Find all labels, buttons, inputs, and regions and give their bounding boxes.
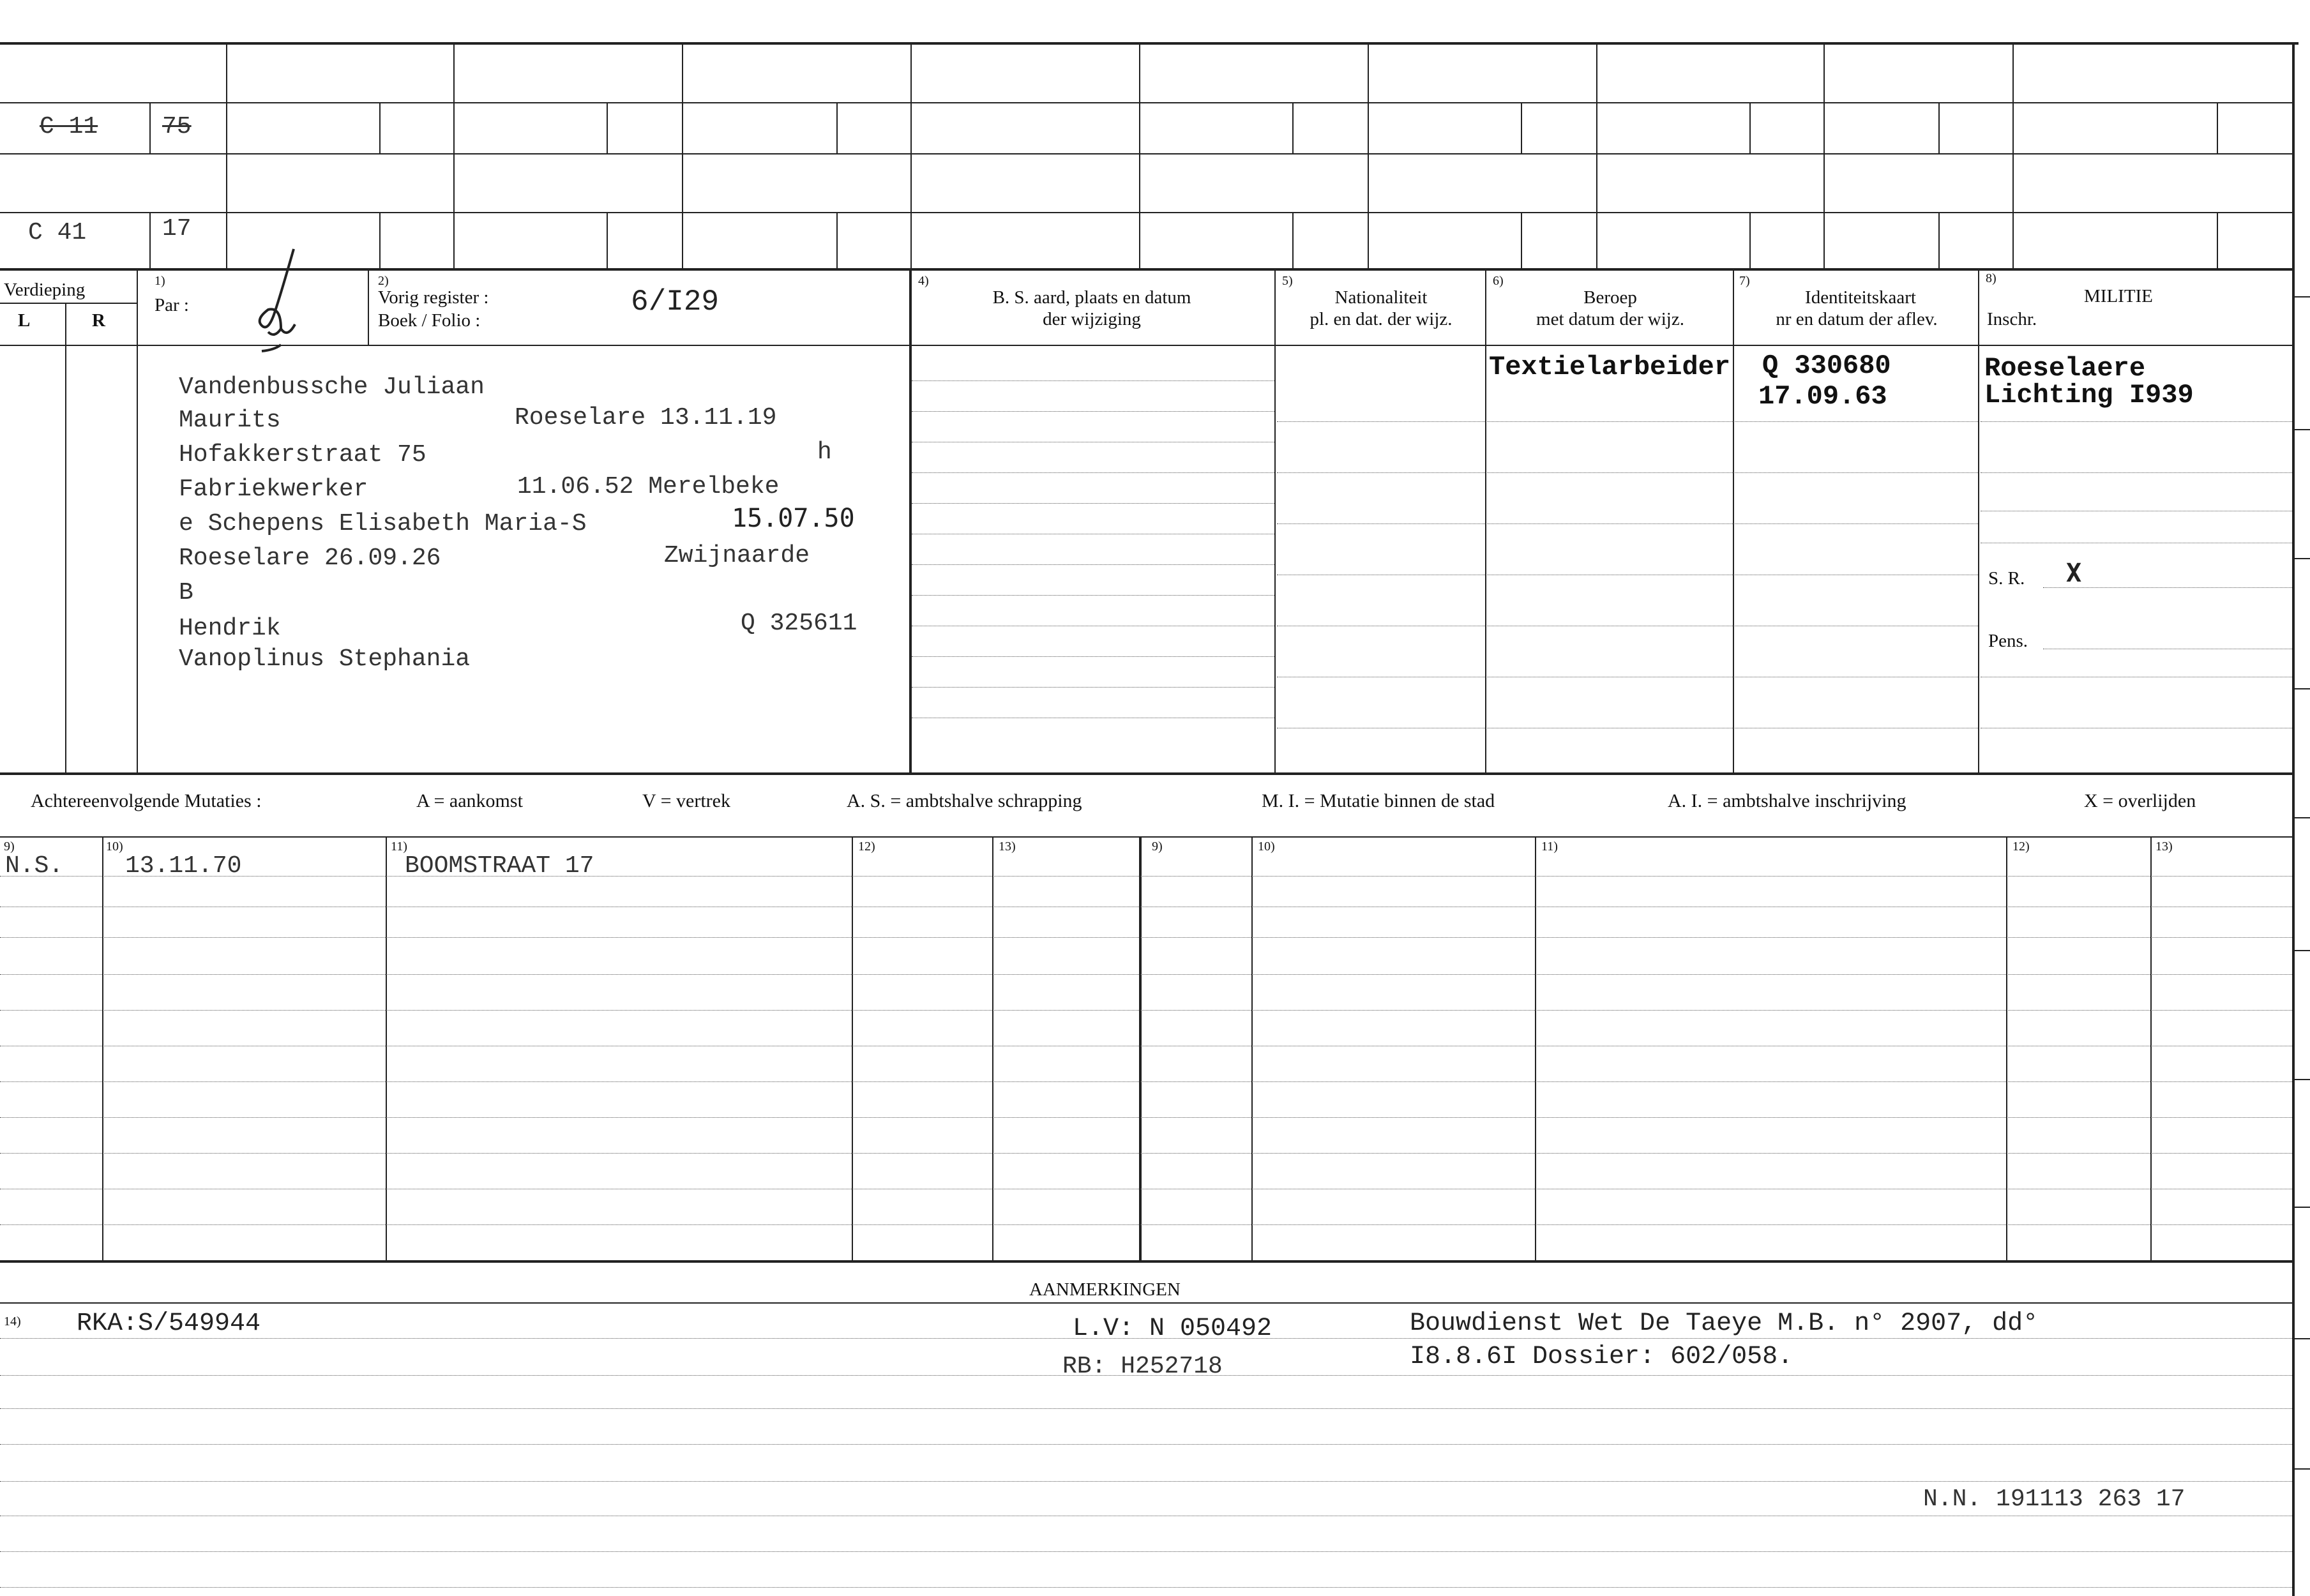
- l-label: L: [18, 310, 31, 331]
- bouwdienst-line2: I8.8.6I Dossier: 602/058.: [1410, 1343, 1793, 1371]
- grid-line: [368, 268, 369, 345]
- person-firstname: Maurits: [179, 407, 281, 434]
- militie-lichting: Lichting I939: [1984, 380, 2194, 410]
- person-job: Fabriekwerker: [179, 476, 368, 503]
- spouse-birth: Roeselare 26.09.26: [179, 545, 441, 572]
- grid-line: [0, 1375, 2292, 1376]
- grid-line: [1277, 472, 1978, 473]
- grid-line: [2150, 836, 2152, 1260]
- grid-line: [1938, 102, 1940, 153]
- legend-ai: A. I. = ambtshalve inschrijving: [1668, 790, 1906, 811]
- legend-mi: M. I. = Mutatie binnen de stad: [1262, 790, 1495, 811]
- h8-num: 8): [1986, 271, 1997, 285]
- grid-line: [137, 268, 138, 772]
- grid-line: [852, 836, 853, 1260]
- hendrik: Hendrik: [179, 615, 281, 642]
- grid-line: [0, 937, 2292, 938]
- id-date: 17.09.63: [1758, 381, 1887, 412]
- h4-num: 4): [918, 274, 929, 288]
- grid-line: [607, 212, 608, 269]
- old-code: C 11: [40, 113, 98, 140]
- grid-line: [1292, 102, 1294, 153]
- grid-line: [1277, 523, 1978, 524]
- grid-line: [0, 1117, 2292, 1118]
- card-number: Q 325611: [741, 610, 857, 637]
- margin-tick: [2293, 296, 2310, 297]
- mut-h13-a: 13): [999, 839, 1016, 854]
- grid-line: [836, 102, 838, 153]
- grid-line: [912, 472, 1274, 473]
- mut-h11-b: 11): [1541, 839, 1558, 854]
- h6-num: 6): [1493, 274, 1504, 288]
- grid-line: [910, 42, 912, 269]
- grid-line: [0, 303, 137, 304]
- h4-line2: der wijziging: [1043, 309, 1141, 329]
- person-marriage: 11.06.52 Merelbeke: [517, 473, 780, 501]
- grid-line: [1823, 42, 1825, 269]
- top-border: [0, 42, 2299, 45]
- number: 17: [162, 215, 192, 243]
- margin-tick: [2293, 1207, 2310, 1208]
- mut-h10-a: 10): [106, 839, 123, 854]
- grid-line: [1981, 472, 2292, 473]
- grid-line: [0, 1224, 2292, 1225]
- legend-x: X = overlijden: [2084, 790, 2196, 811]
- grid-line: [836, 212, 838, 269]
- verdieping-label: Verdieping: [4, 280, 86, 300]
- r-label: R: [92, 310, 105, 331]
- grid-line: [1274, 268, 1276, 772]
- h5-line2: pl. en dat. der wijz.: [1310, 309, 1453, 329]
- h5-num: 5): [1282, 274, 1293, 288]
- grid-line: [0, 212, 2292, 213]
- mutation-date: 13.11.70: [125, 852, 242, 880]
- grid-line: [0, 1481, 2292, 1482]
- grid-line: [65, 303, 66, 772]
- grid-line: [0, 153, 2292, 154]
- grid-line: [992, 836, 993, 1260]
- grid-line: [149, 102, 151, 153]
- id-number: Q 330680: [1762, 350, 1891, 381]
- grid-line: [1277, 421, 1978, 422]
- inschr-label: Inschr.: [1987, 309, 2037, 329]
- grid-line: [1139, 836, 1142, 1260]
- person-address: Hofakkerstraat 75: [179, 441, 427, 469]
- h5-line1: Nationaliteit: [1334, 287, 1428, 308]
- grid-line: [2012, 42, 2014, 269]
- right-border: [2292, 42, 2295, 1596]
- legend-as: A. S. = ambtshalve schrapping: [847, 790, 1082, 811]
- grid-line: [0, 1302, 2292, 1304]
- margin-tick: [2293, 817, 2310, 818]
- grid-line: [2217, 212, 2218, 269]
- margin-tick: [2293, 1338, 2310, 1339]
- aanmerkingen-title: AANMERKINGEN: [1029, 1279, 1181, 1300]
- grid-line: [149, 212, 151, 269]
- mut-h12-a: 12): [858, 839, 875, 854]
- grid-line: [379, 102, 381, 153]
- person-name: Vandenbussche Juliaan: [179, 373, 485, 401]
- sr-value: X: [2066, 559, 2082, 588]
- signature-mark: [243, 243, 313, 370]
- grid-line: [0, 772, 2292, 775]
- grid-line: [102, 836, 103, 1260]
- grid-line: [0, 345, 2292, 346]
- lv-value: L.V: N 050492: [1073, 1314, 1272, 1343]
- grid-line: [2217, 102, 2218, 153]
- margin-tick: [2293, 950, 2310, 951]
- legend-title: Achtereenvolgende Mutaties :: [31, 790, 262, 811]
- mut-h13-b: 13): [2155, 839, 2173, 854]
- h2-num: 2): [378, 274, 389, 288]
- grid-line: [912, 656, 1274, 657]
- grid-line: [1485, 268, 1486, 772]
- h7-line1: Identiteitskaart: [1805, 287, 1916, 308]
- grid-line: [0, 1444, 2292, 1445]
- spouse-name: e Schepens Elisabeth Maria-S: [179, 510, 587, 538]
- grid-line: [1938, 212, 1940, 269]
- boek-folio-label: Boek / Folio :: [378, 310, 481, 331]
- grid-line: [0, 268, 2292, 271]
- grid-line: [0, 836, 2292, 838]
- bouwdienst-line1: Bouwdienst Wet De Taeye M.B. n° 2907, dd°: [1410, 1309, 2039, 1338]
- grid-line: [0, 1081, 2292, 1082]
- grid-line: [379, 212, 381, 269]
- grid-line: [1981, 421, 2292, 422]
- sr-label: S. R.: [1988, 568, 2025, 589]
- code: C 41: [28, 219, 87, 246]
- grid-line: [912, 411, 1274, 412]
- vorig-register-label: Vorig register :: [378, 287, 489, 308]
- grid-line: [1749, 102, 1751, 153]
- militie-label: MILITIE: [2084, 286, 2153, 306]
- b-mark: B: [179, 579, 193, 606]
- grid-line: [912, 595, 1274, 596]
- person-h-mark: h: [817, 439, 832, 466]
- grid-line: [0, 1153, 2292, 1154]
- grid-line: [0, 1587, 2292, 1588]
- grid-line: [0, 876, 2292, 877]
- old-number: 75: [162, 113, 192, 140]
- spouse-date: 15.07.50: [732, 504, 855, 533]
- grid-line: [912, 687, 1274, 688]
- h6-line1: Beroep: [1583, 287, 1637, 308]
- grid-line: [0, 102, 2292, 103]
- grid-line: [1521, 102, 1522, 153]
- h7-line2: nr en datum der aflev.: [1776, 309, 1938, 329]
- grid-line: [453, 42, 455, 269]
- grid-line: [912, 503, 1274, 504]
- mut-h11-a: 11): [391, 839, 407, 854]
- nn-number: N.N. 191113 263 17: [1923, 1486, 2185, 1513]
- grid-line: [607, 102, 608, 153]
- grid-line: [0, 1260, 2292, 1263]
- mutation-type: N.S.: [5, 852, 64, 880]
- grid-line: [1251, 836, 1253, 1260]
- vanoplinus: Vanoplinus Stephania: [179, 645, 471, 673]
- grid-line: [2043, 587, 2292, 588]
- margin-tick: [2293, 1468, 2310, 1470]
- grid-line: [0, 974, 2292, 975]
- grid-line: [0, 1408, 2292, 1409]
- h6-line2: met datum der wijz.: [1536, 309, 1684, 329]
- person-birth: Roeselare 13.11.19: [515, 404, 777, 432]
- margin-tick: [2293, 1079, 2310, 1080]
- spouse-place: Zwijnaarde: [664, 542, 810, 569]
- mutation-address: BOOMSTRAAT 17: [405, 852, 594, 880]
- grid-line: [0, 1338, 2292, 1339]
- grid-line: [1596, 42, 1597, 269]
- grid-line: [912, 564, 1274, 565]
- grid-line: [909, 268, 912, 772]
- aanm-num: 14): [4, 1314, 21, 1329]
- grid-line: [1368, 42, 1369, 269]
- grid-line: [0, 1551, 2292, 1552]
- grid-line: [1139, 42, 1140, 269]
- grid-line: [226, 42, 227, 269]
- grid-line: [1535, 836, 1536, 1260]
- grid-line: [386, 836, 387, 1260]
- grid-line: [682, 42, 683, 269]
- mut-h10-b: 10): [1258, 839, 1275, 854]
- grid-line: [1733, 268, 1734, 772]
- grid-line: [1749, 212, 1751, 269]
- grid-line: [1521, 212, 1522, 269]
- margin-tick: [2293, 688, 2310, 689]
- mut-h9-a: 9): [4, 839, 15, 854]
- mut-h9-b: 9): [1152, 839, 1163, 854]
- margin-tick: [2293, 558, 2310, 559]
- beroep-value: Textielarbeider: [1489, 352, 1731, 382]
- pens-label: Pens.: [1988, 631, 2028, 651]
- grid-line: [0, 1010, 2292, 1011]
- legend-v: V = vertrek: [642, 790, 730, 811]
- margin-tick: [2293, 429, 2310, 430]
- rb-value: RB: H252718: [1062, 1353, 1223, 1380]
- militie-place: Roeselaere: [1984, 353, 2146, 384]
- grid-line: [2006, 836, 2007, 1260]
- h1-num: 1): [155, 274, 165, 288]
- h7-num: 7): [1739, 274, 1750, 288]
- grid-line: [1978, 268, 1979, 772]
- h4-line1: B. S. aard, plaats en datum: [992, 287, 1191, 308]
- par-label: Par :: [155, 295, 189, 315]
- vorig-register-value: 6/I29: [631, 285, 720, 319]
- grid-line: [1292, 212, 1294, 269]
- rka-value: RKA:S/549944: [77, 1309, 261, 1338]
- legend-a: A = aankomst: [416, 790, 523, 811]
- mut-h12-b: 12): [2012, 839, 2030, 854]
- grid-line: [912, 380, 1274, 381]
